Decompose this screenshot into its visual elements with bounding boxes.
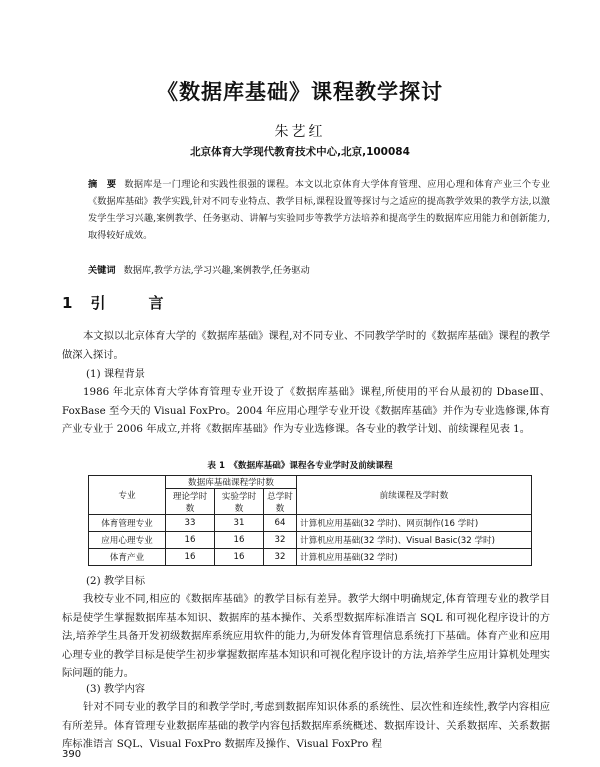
header-lab-hours: 实验学时数 [215, 489, 264, 515]
section-title: 引 言 [90, 294, 178, 312]
content-paragraph: 针对不同专业的教学目的和教学学时,考虑到数据库知识体系的系统性、层次性和连续性,教学内容相应有所差异。体育管理专业数据库基础的教学内容包括数据库系统概述、数据库设计、关系数据库、关系数据库标准语言 SQL、Visual FoxPro 数据库及操作、Visual FoxPro 程 [62, 701, 550, 750]
cell-total: 32 [264, 549, 297, 566]
cell-theory: 33 [166, 515, 215, 532]
section-heading [62, 292, 177, 313]
keywords-label: 关键词 [88, 265, 116, 276]
cell-major: 应用心理专业 [89, 532, 166, 549]
header-theory-hours: 理论学时数 [166, 489, 215, 515]
table-row [89, 515, 532, 532]
subheading-goal: (2) 教学目标 [86, 575, 146, 587]
abstract [88, 176, 550, 244]
cell-lab: 16 [215, 532, 264, 549]
table-row [89, 549, 532, 566]
cell-major: 体育管理专业 [89, 515, 166, 532]
keywords-text: 数据库,教学方法,学习兴趣,案例教学,任务驱动 [123, 265, 310, 276]
cell-lab: 16 [215, 549, 264, 566]
abstract-text: 数据库是一门理论和实践性很强的课程。本文以北京体育大学体育管理、应用心理和体育产业三个专业《数据库基础》教学实践,针对不同专业特点、教学目标,课程设置等探讨与之适应的提高教学效果的教学方法,以激发学生学习兴趣,案例教学、任务驱动、讲解与实验同步等教学方法培养和提高学生的数据库应用能力和创新能力,取得较好成效。 [88, 179, 551, 241]
header-major: 专业 [89, 476, 166, 515]
cell-theory: 16 [166, 532, 215, 549]
cell-prereq: 计算机应用基础(32 学时) [297, 549, 532, 566]
subheading-background: (1) 课程背景 [86, 368, 146, 380]
subheading-content: (3) 教学内容 [86, 683, 146, 695]
course-hours-table [88, 475, 532, 566]
goal-paragraph: 我校专业不同,相应的《数据库基础》的教学目标有差异。教学大纲中明确规定,体育管理专业的教学目标是使学生掌握数据库基本知识、数据库的基本操作、关系型数据库标准语言 SQL 和可视化程序设计的方法,培养学生具备开发初级数据库系统应用软件的能力,为研发体育管理信息系统打下基础。体育产业和应用心理专业的教学目标是使学生初步掌握数据库基本知识和可视化程序设计的方法,培养学生应用计算机处理实际问题的能力。 [62, 593, 550, 679]
cell-lab: 31 [215, 515, 264, 532]
table-row [89, 532, 532, 549]
author-affiliation: 北京体育大学现代教育技术中心,北京,100084 [190, 146, 410, 158]
background-paragraph: 1986 年北京体育大学体育管理专业开设了《数据库基础》课程,所使用的平台从最初的 DbaseⅢ、FoxBase 至今天的 Visual FoxPro。2004 年应用心理学专业开设《数据库基础》并作为专业选修课,体育产业专业于 2006 年成立,并将《数据库基础》作为专业选修课。各专业的教学计划、前续课程见表 1。 [62, 386, 550, 435]
author-name: 朱艺红 [274, 124, 326, 140]
table-caption: 表 1 《数据库基础》课程各专业学时及前续课程 [207, 461, 393, 471]
intro-paragraph: 本文拟以北京体育大学的《数据库基础》课程,对不同专业、不同教学学时的《数据库基础》课程的教学做深入探讨。 [62, 330, 550, 361]
header-course-hours: 数据库基础课程学时数 [166, 476, 297, 489]
header-total-hours: 总学时数 [264, 489, 297, 515]
cell-prereq: 计算机应用基础(32 学时)、Visual Basic(32 学时) [297, 532, 532, 549]
abstract-label: 摘 要 [88, 179, 117, 190]
section-number: 1 [62, 294, 73, 312]
cell-prereq: 计算机应用基础(32 学时)、网页制作(16 学时) [297, 515, 532, 532]
cell-theory: 16 [166, 549, 215, 566]
header-prerequisites: 前续课程及学时数 [297, 476, 532, 515]
cell-major: 体育产业 [89, 549, 166, 566]
cell-total: 64 [264, 515, 297, 532]
keywords [88, 262, 550, 276]
page-number: 390 [62, 749, 82, 760]
paper-title: 《数据库基础》课程教学探讨 [157, 80, 443, 104]
cell-total: 32 [264, 532, 297, 549]
